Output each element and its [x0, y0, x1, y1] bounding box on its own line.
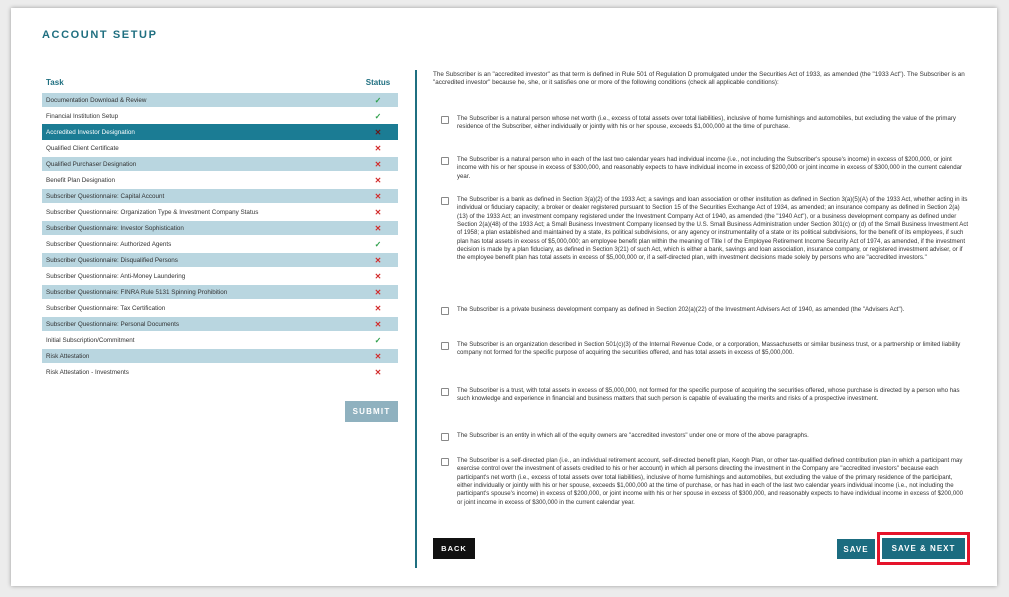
- task-table: [42, 78, 398, 380]
- task-rows: [42, 92, 398, 380]
- task-label: Documentation Download & Review: [46, 96, 147, 104]
- task-label: Initial Subscription/Commitment: [46, 336, 135, 344]
- condition-checkbox[interactable]: [441, 307, 449, 315]
- task-row[interactable]: [42, 236, 398, 252]
- cross-icon: ✕: [374, 191, 382, 201]
- task-row[interactable]: [42, 364, 398, 380]
- accredited-investor-intro: The Subscriber is an "accredited investor" as that term is defined in Rule 501 of Regulation D promulgated under the Securities Act of 1933, as amended (the "1933 Act"). The Subscriber is an "accredited investor" because he, she, or it satisfies one or more of the following conditions (check all applicable conditions):: [433, 71, 965, 87]
- task-label: Subscriber Questionnaire: Organization Type & Investment Company Status: [46, 208, 259, 216]
- condition-item: [441, 341, 969, 358]
- task-row[interactable]: [42, 204, 398, 220]
- task-label: Subscriber Questionnaire: Personal Documents: [46, 320, 180, 328]
- page-title: ACCOUNT SETUP: [42, 29, 158, 41]
- task-row[interactable]: [42, 316, 398, 332]
- condition-item: [441, 196, 969, 263]
- task-label: Accredited Investor Designation: [46, 128, 135, 136]
- task-row[interactable]: [42, 284, 398, 300]
- cross-icon: ✕: [374, 127, 382, 137]
- task-label: Qualified Client Certificate: [46, 144, 119, 152]
- condition-item: [441, 432, 969, 441]
- account-setup-card: [11, 8, 997, 586]
- task-column-header: Task: [46, 78, 64, 87]
- cross-icon: ✕: [374, 303, 382, 313]
- condition-item: [441, 387, 969, 404]
- check-icon: ✓: [374, 95, 382, 105]
- condition-text: The Subscriber is a bank as defined in Section 3(a)(2) of the 1933 Act; a savings and loan association or other institution as defined in Section 3(a)(5)(A) of the 1933 Act, whether acting in its individual or fiduciary capacity; a broker or dealer registered pursuant to Section 15 of the Securities Exchange Act of 1934, as amended; an insurance company as defined in Section 2(a)(13) of the 1933 Act; an investment company registered under the Investment Company Act of 1940, as amended (the "1940 Act"), or a business development company as defined under Section 2(a)(48) of the 1933 Act; a Small Business Investment Company licensed by the U.S. Small Business Administration under Section 301(c) or (d) of the Small Business Investment Act of 1958; a plan established and maintained by a state, its political subdivisions, or any agency or instrumentality of a state or its political subdivisions, for the benefit of its employees, if such plan has total assets in excess of $5,000,000; an employee benefit plan within the meaning of Title I of the Employee Retirement Income Security Act of 1974, as amended, if the investment decision is made by a plan fiduciary, as defined in Section 3(21) of such Act, which is either a bank, savings and loan association, insurance company, or registered investment adviser, or if the employee benefit plan has total assets in excess of $5,000,000 or, if a self-directed plan, with investment decisions made solely by persons who are "accredited investors.": [457, 196, 969, 262]
- task-label: Subscriber Questionnaire: Capital Account: [46, 192, 165, 200]
- task-row[interactable]: [42, 92, 398, 108]
- task-label: Qualified Purchaser Designation: [46, 160, 137, 168]
- save-and-next-button[interactable]: SAVE & NEXT: [882, 538, 965, 559]
- check-icon: ✓: [374, 239, 382, 249]
- condition-text: The Subscriber is a natural person whose net worth (i.e., excess of total assets over total liabilities), inclusive of home furnishings and automobiles, but excluding the value of the primary residence of the Subscriber, either individually or jointly with his or her spouse, exceeds $1,000,000 at the time of purchase.: [457, 115, 956, 131]
- cross-icon: ✕: [374, 287, 382, 297]
- task-row[interactable]: [42, 300, 398, 316]
- condition-item: [441, 306, 969, 315]
- task-row[interactable]: [42, 140, 398, 156]
- cross-icon: ✕: [374, 351, 382, 361]
- condition-text: The Subscriber is a private business development company as defined in Section 202(a)(22) of the Investment Advisers Act of 1940, as amended (the "Advisers Act").: [457, 306, 905, 313]
- cross-icon: ✕: [374, 367, 382, 377]
- condition-text: The Subscriber is an entity in which all of the equity owners are "accredited investors" under one or more of the above paragraphs.: [457, 432, 809, 439]
- task-row[interactable]: [42, 220, 398, 236]
- check-icon: ✓: [374, 335, 382, 345]
- status-column-header: Status: [365, 78, 391, 87]
- condition-checkbox[interactable]: [441, 197, 449, 205]
- task-label: Subscriber Questionnaire: Anti-Money Laundering: [46, 272, 186, 280]
- condition-checkbox[interactable]: [441, 342, 449, 350]
- task-row[interactable]: [42, 348, 398, 364]
- submit-button[interactable]: SUBMIT: [345, 401, 398, 422]
- task-row[interactable]: [42, 252, 398, 268]
- condition-text: The Subscriber is a self-directed plan (i.e., an individual retirement account, self-directed benefit plan, Keogh Plan, or other tax-qualified defined contribution plan in which a participant may exercise control over the investment of assets credited to his or her account) in which all persons directing the investment in the Company are "accredited investors" because each participant's net worth (i.e., excess of total assets over total liabilities), inclusive of home furnishings and automobiles, but excluding the value of the primary residence of the participant, either individually or jointly with his or her spouse, exceeds $1,000,000 at the time of purchase, or has had in each of the last two calendar years individual income (i.e., not including the participant's spouse's income) in excess of $200,000, or joint income with his or her spouse in excess of $300,000, and reasonably expects to have individual income in excess of $200,000 or joint income in excess of $300,000 in the current calendar year.: [457, 457, 964, 506]
- task-label: Financial Institution Setup: [46, 112, 119, 120]
- cross-icon: ✕: [374, 175, 382, 185]
- cross-icon: ✕: [374, 319, 382, 329]
- task-label: Subscriber Questionnaire: Authorized Agents: [46, 240, 172, 248]
- cross-icon: ✕: [374, 271, 382, 281]
- condition-checkbox[interactable]: [441, 388, 449, 396]
- condition-checkbox[interactable]: [441, 458, 449, 466]
- task-label: Subscriber Questionnaire: FINRA Rule 5131 Spinning Prohibition: [46, 288, 228, 296]
- vertical-divider: [415, 70, 417, 568]
- task-table-header: [42, 78, 398, 92]
- task-label: Risk Attestation - Investments: [46, 368, 129, 376]
- condition-item: [441, 115, 969, 132]
- task-label: Risk Attestation: [46, 352, 90, 360]
- task-label: Subscriber Questionnaire: Investor Sophistication: [46, 224, 184, 232]
- task-row[interactable]: [42, 188, 398, 204]
- task-row[interactable]: [42, 172, 398, 188]
- task-row[interactable]: [42, 108, 398, 124]
- task-row[interactable]: [42, 332, 398, 348]
- cross-icon: ✕: [374, 159, 382, 169]
- cross-icon: ✕: [374, 143, 382, 153]
- condition-text: The Subscriber is a natural person who in each of the last two calendar years had individual income (i.e., not including the Subscriber's spouse's income) in excess of $200,000, or joint income with his or her spouse in excess of $300,000, and reasonably expects to have individual income in excess of $200,000 or joint income in excess of $300,000 in the current calendar year.: [457, 156, 963, 180]
- task-row[interactable]: [42, 268, 398, 284]
- condition-item: [441, 156, 969, 181]
- task-label: Subscriber Questionnaire: Disqualified Persons: [46, 256, 178, 264]
- check-icon: ✓: [374, 111, 382, 121]
- condition-checkbox[interactable]: [441, 116, 449, 124]
- back-button[interactable]: BACK: [433, 538, 475, 559]
- cross-icon: ✕: [374, 207, 382, 217]
- task-label: Benefit Plan Designation: [46, 176, 115, 184]
- condition-text: The Subscriber is a trust, with total assets in excess of $5,000,000, not formed for the specific purpose of acquiring the securities offered, whose purchase is directed by a person who has such knowledge and experience in financial and business matters that such person is capable of evaluating the merits and risks of a prospective investment.: [457, 387, 960, 403]
- condition-text: The Subscriber is an organization described in Section 501(c)(3) of the Internal Revenue Code, or a corporation, Massachusetts or similar business trust, or a partnership or limited liability company not formed for the specific purpose of acquiring the securities offered, and has total assets in excess of $5,000,000.: [457, 341, 961, 357]
- condition-checkbox[interactable]: [441, 433, 449, 441]
- cross-icon: ✕: [374, 255, 382, 265]
- save-button[interactable]: SAVE: [837, 539, 875, 559]
- condition-checkbox[interactable]: [441, 157, 449, 165]
- cross-icon: ✕: [374, 223, 382, 233]
- task-row[interactable]: [42, 156, 398, 172]
- condition-item: [441, 457, 969, 507]
- task-label: Subscriber Questionnaire: Tax Certification: [46, 304, 166, 312]
- task-row[interactable]: [42, 124, 398, 140]
